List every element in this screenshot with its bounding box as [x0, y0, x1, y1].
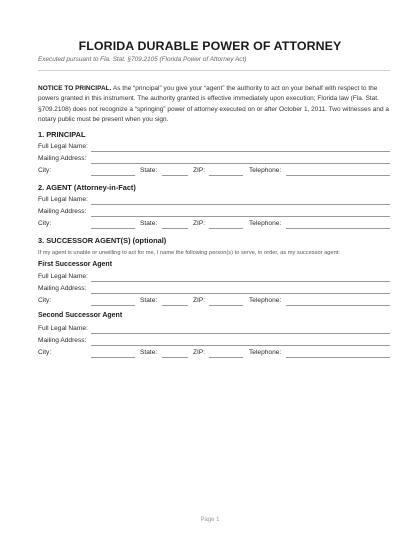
- field-label: City:: [38, 349, 52, 356]
- second-successor-name-row: [38, 325, 390, 335]
- document-subtitle: Executed pursuant to Fla. Stat. §709.2105 (Florida Power of Attorney Act): [38, 56, 247, 63]
- principal-name-field[interactable]: [91, 151, 390, 152]
- field-label: Mailing Address:: [38, 337, 87, 344]
- first-successor-zip-field[interactable]: [209, 305, 243, 306]
- notice-paragraph: [38, 84, 390, 125]
- field-label: Telephone:: [249, 297, 282, 304]
- field-label: State:: [140, 297, 158, 304]
- notice-lead: NOTICE TO PRINCIPAL.: [38, 85, 112, 92]
- header-divider: [38, 70, 390, 71]
- second-successor-name-field[interactable]: [91, 333, 390, 334]
- notice-body: As the “principal” you give your “agent” the authority to act on your behalf with respect to the powers granted in this instrument. The authority granted is effective immediately upon execution; Florida law (Fla. Stat. §709.2108) does not recognize a “springing” power of attorney executed on or after October 1, 2011. Two witnesses and a notary public must be present when you sign.: [38, 85, 389, 123]
- second-successor-city-row: [38, 349, 390, 359]
- agent-name-row: [38, 196, 390, 206]
- section-successor-heading: 3. SUCCESSOR AGENT(S) (optional): [38, 236, 167, 245]
- agent-zip-field[interactable]: [209, 228, 243, 229]
- second-successor-heading: Second Successor Agent: [38, 312, 123, 319]
- agent-city-row: [38, 220, 390, 230]
- principal-telephone-field[interactable]: [286, 175, 390, 176]
- field-label: State:: [140, 167, 158, 174]
- field-label: Mailing Address:: [38, 208, 87, 215]
- agent-state-field[interactable]: [162, 228, 188, 229]
- field-label: ZIP:: [193, 297, 206, 304]
- second-successor-address-row: [38, 337, 390, 347]
- section-principal-heading: 1. PRINCIPAL: [38, 130, 86, 139]
- field-label: ZIP:: [193, 167, 206, 174]
- field-label: City:: [38, 220, 52, 227]
- principal-zip-field[interactable]: [209, 175, 243, 176]
- agent-telephone-field[interactable]: [286, 228, 390, 229]
- first-successor-city-field[interactable]: [91, 305, 135, 306]
- principal-address-row: [38, 155, 390, 165]
- agent-address-field[interactable]: [91, 216, 390, 217]
- field-label: City:: [38, 167, 52, 174]
- principal-address-field[interactable]: [91, 163, 390, 164]
- second-successor-city-field[interactable]: [91, 357, 135, 358]
- field-label: Telephone:: [249, 220, 282, 227]
- document-title: FLORIDA DURABLE POWER OF ATTORNEY: [78, 39, 342, 53]
- field-label: Telephone:: [249, 167, 282, 174]
- principal-state-field[interactable]: [162, 175, 188, 176]
- field-label: Full Legal Name:: [38, 196, 88, 203]
- field-label: Full Legal Name:: [38, 143, 88, 150]
- first-successor-telephone-field[interactable]: [286, 305, 390, 306]
- agent-city-field[interactable]: [91, 228, 135, 229]
- field-label: ZIP:: [193, 220, 206, 227]
- first-successor-state-field[interactable]: [162, 305, 188, 306]
- principal-city-row: [38, 167, 390, 177]
- principal-name-row: [38, 143, 390, 153]
- section-agent-heading: 2. AGENT (Attorney-in-Fact): [38, 183, 136, 192]
- first-successor-address-field[interactable]: [91, 293, 390, 294]
- second-successor-telephone-field[interactable]: [286, 357, 390, 358]
- second-successor-zip-field[interactable]: [209, 357, 243, 358]
- field-label: Full Legal Name:: [38, 273, 88, 280]
- first-successor-address-row: [38, 285, 390, 295]
- field-label: State:: [140, 349, 158, 356]
- field-label: City:: [38, 297, 52, 304]
- first-successor-name-row: [38, 273, 390, 283]
- field-label: Full Legal Name:: [38, 325, 88, 332]
- field-label: Telephone:: [249, 349, 282, 356]
- first-successor-city-row: [38, 297, 390, 307]
- principal-city-field[interactable]: [91, 175, 135, 176]
- agent-address-row: [38, 208, 390, 218]
- agent-name-field[interactable]: [91, 204, 390, 205]
- field-label: State:: [140, 220, 158, 227]
- second-successor-state-field[interactable]: [162, 357, 188, 358]
- field-label: Mailing Address:: [38, 155, 87, 162]
- successor-note: If my agent is unable or unwilling to act for me, I name the following person(s) to serve, in order, as my successor agent:: [38, 250, 340, 256]
- page-number: Page 1: [200, 517, 220, 523]
- second-successor-address-field[interactable]: [91, 345, 390, 346]
- first-successor-heading: First Successor Agent: [38, 261, 113, 268]
- field-label: Mailing Address:: [38, 285, 87, 292]
- first-successor-name-field[interactable]: [91, 281, 390, 282]
- field-label: ZIP:: [193, 349, 206, 356]
